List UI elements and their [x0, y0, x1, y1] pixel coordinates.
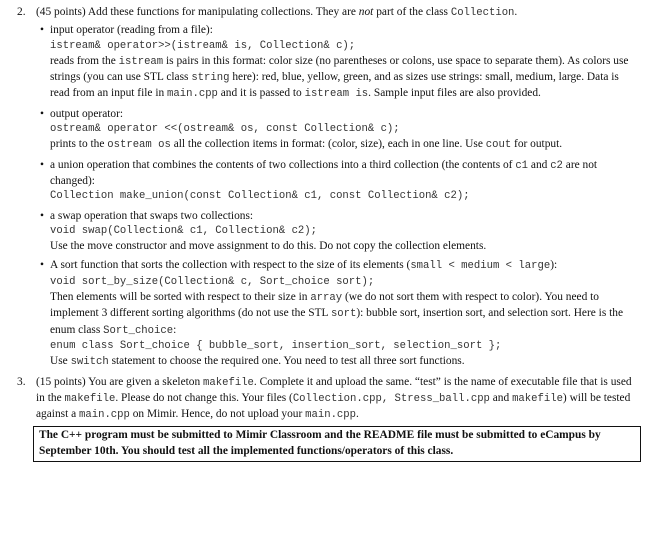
input-operator-item: • input operator (reading from a file): istream& operator>>(istream& is, Collection& c); reads from the istream is pairs in this format: color size (no parentheses or colons, use space to separate them). As colors use strings (you can use STL class string here): red, blue, yellow, green, and as sizes use strings: small, medium, large. Data is read from an input file in main.cpp and it is passed to istream is. Sample input files are also provided. — [36, 23, 641, 102]
question-number: 2. — [17, 6, 26, 18]
question-3 — [17, 375, 641, 462]
code-signature: void sort_by_size(Collection& c, Sort_choice sort); — [50, 275, 375, 288]
question-number: 3. — [17, 375, 26, 388]
code-signature: istream& operator>>(istream& is, Collection& c); — [50, 39, 356, 52]
code-signature: void swap(Collection& c1, Collection& c2); — [50, 224, 318, 237]
code-signature: ostream& operator <<(ostream& os, const Collection& c); — [50, 123, 400, 136]
submission-notice-box: The C++ program must be submitted to Mimir Classroom and the README file must be submitted to eCampus by September 10th. You should test all the implemented functions/operators of this class. — [33, 426, 641, 462]
question-2 — [17, 5, 641, 371]
output-operator-item: • output operator: ostream& operator <<(ostream& os, const Collection& c); prints to the ostream os all the collection items in format: (color, size), each in one line. Use cout for output. — [36, 107, 641, 154]
swap-operation-item: • a swap operation that swaps two collections: void swap(Collection& c1, Collection& c2); Use the move constructor and move assignment to do this. Do not copy the collection elements. — [36, 209, 641, 255]
enum-code: enum class Sort_choice { bubble_sort, insertion_sort, selection_sort }; — [50, 339, 502, 352]
sort-function-item: • A sort function that sorts the collection with respect to the size of its elements (small < medium < large): void sort_by_size(Collection& c, Sort_choice sort); Then elements will be sorted with respect to their size in array (we do not sort them with respect to color). You need to implement 3 different sorting algorithms (do not use the STL sort): bubble sort, insertion sort, and selection sort. Here is the enum class Sort_choice: enum class Sort_choice { bubble_sort, insertion_sort, selection_sort }; Use switch statement to choose the required one. You need to test all three sort functions. — [36, 258, 641, 370]
union-operation-item: • a union operation that combines the contents of two collections into a third collection (the contents of c1 and c2 are not changed): Collection make_union(const Collection& c1, const Collection& c2); — [36, 158, 641, 205]
question-3-text: (15 points) You are given a skeleton makefile. Complete it and upload the same. “test” is the name of executable file that is used in the makefile. Please do not change this. Your files (Collection.cpp, Stress_ball.cpp and makefile) will be tested against a main.cpp on Mimir. Hence, do not upload your main.cpp. — [36, 375, 632, 422]
function-list — [36, 23, 641, 370]
code-signature: Collection make_union(const Collection& c1, const Collection& c2); — [50, 190, 470, 203]
question-2-intro: (45 points) Add these functions for manipulating collections. They are not part of the class Collection. — [36, 6, 518, 19]
